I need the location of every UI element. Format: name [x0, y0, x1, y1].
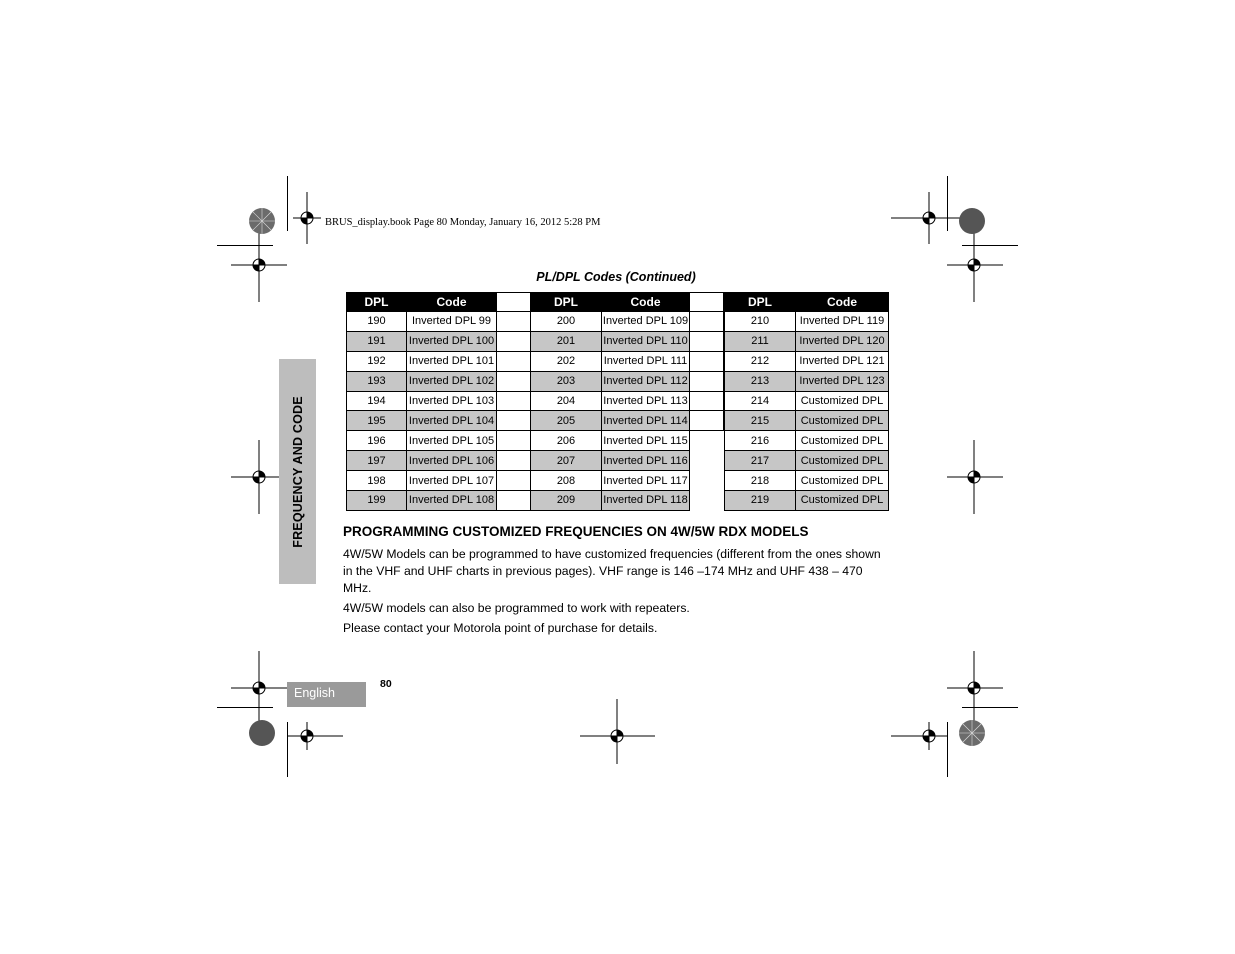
page-number: 80: [380, 678, 392, 690]
header-code: Code: [602, 293, 690, 312]
spacer-cell: [690, 491, 724, 511]
dpl-cell: 211: [725, 331, 796, 351]
dpl-cell: 219: [725, 491, 796, 511]
header-dpl: DPL: [531, 293, 602, 312]
side-tab: [279, 359, 316, 584]
dpl-cell: 208: [531, 471, 602, 491]
code-cell: Inverted DPL 118: [602, 491, 690, 511]
header-dpl: DPL: [347, 293, 407, 312]
table-row: [347, 391, 531, 411]
dpl-cell: 212: [725, 351, 796, 371]
code-cell: Customized DPL: [796, 471, 889, 491]
spacer-cell: [497, 391, 531, 411]
table-row: [531, 331, 724, 351]
dpl-cell: 193: [347, 371, 407, 391]
code-cell: Customized DPL: [796, 451, 889, 471]
table-row: [531, 351, 724, 371]
code-cell: Inverted DPL 105: [407, 431, 497, 451]
table-row: [725, 431, 889, 451]
dpl-cell: 216: [725, 431, 796, 451]
code-cell: Inverted DPL 103: [407, 391, 497, 411]
spacer-cell: [497, 293, 531, 312]
dpl-cell: 199: [347, 491, 407, 511]
spacer-cell: [497, 491, 531, 511]
spacer-cell: [690, 293, 724, 312]
print-header: BRUS_display.book Page 80 Monday, January 16, 2012 5:28 PM: [325, 217, 601, 228]
dpl-cell: 217: [725, 451, 796, 471]
spacer-cell: [497, 471, 531, 491]
header-code: Code: [796, 293, 889, 312]
dpl-table-2: [530, 292, 724, 511]
table-row: [347, 411, 531, 431]
spacer-cell: [497, 351, 531, 371]
dpl-cell: 195: [347, 411, 407, 431]
spacer-cell: [497, 312, 531, 332]
table-row: [347, 491, 531, 511]
spacer-cell: [497, 331, 531, 351]
spacer-cell: [690, 451, 724, 471]
dpl-cell: 201: [531, 331, 602, 351]
spacer-cell: [690, 331, 724, 351]
table-row: [725, 371, 889, 391]
code-cell: Inverted DPL 108: [407, 491, 497, 511]
section-title: PROGRAMMING CUSTOMIZED FREQUENCIES ON 4W/5W RDX MODELS: [343, 524, 809, 539]
code-cell: Inverted DPL 100: [407, 331, 497, 351]
code-cell: Inverted DPL 101: [407, 351, 497, 371]
code-cell: Inverted DPL 102: [407, 371, 497, 391]
dpl-cell: 197: [347, 451, 407, 471]
paragraph: Please contact your Motorola point of purchase for details.: [343, 621, 658, 635]
spacer-cell: [497, 411, 531, 431]
dpl-cell: 213: [725, 371, 796, 391]
header-dpl: DPL: [725, 293, 796, 312]
dpl-cell: 192: [347, 351, 407, 371]
code-cell: Inverted DPL 120: [796, 331, 889, 351]
spacer-cell: [690, 391, 724, 411]
language-tab: [287, 682, 366, 707]
dpl-cell: 200: [531, 312, 602, 332]
table-row: [725, 331, 889, 351]
table-row: [347, 351, 531, 371]
code-cell: Customized DPL: [796, 431, 889, 451]
table-row: [531, 411, 724, 431]
language-label: English: [294, 686, 335, 700]
code-cell: Inverted DPL 123: [796, 371, 889, 391]
table-row: [347, 371, 531, 391]
code-cell: Customized DPL: [796, 491, 889, 511]
dpl-cell: 196: [347, 431, 407, 451]
code-cell: Inverted DPL 113: [602, 391, 690, 411]
dpl-cell: 198: [347, 471, 407, 491]
dpl-cell: 203: [531, 371, 602, 391]
table-row: [725, 491, 889, 511]
dpl-cell: 210: [725, 312, 796, 332]
spacer-cell: [690, 411, 724, 431]
code-cell: Inverted DPL 112: [602, 371, 690, 391]
spacer-cell: [497, 451, 531, 471]
code-cell: Customized DPL: [796, 391, 889, 411]
code-cell: Inverted DPL 104: [407, 411, 497, 431]
code-cell: Inverted DPL 110: [602, 331, 690, 351]
spacer-cell: [690, 351, 724, 371]
table-caption: PL/DPL Codes (Continued): [536, 270, 696, 284]
dpl-cell: 204: [531, 391, 602, 411]
spacer-cell: [497, 431, 531, 451]
table-row: [725, 471, 889, 491]
table-row: [347, 431, 531, 451]
dpl-cell: 190: [347, 312, 407, 332]
table-row: [531, 451, 724, 471]
table-row: [531, 312, 724, 332]
table-row: [531, 391, 724, 411]
table-row: [531, 471, 724, 491]
spacer-cell: [690, 431, 724, 451]
table-row: [725, 351, 889, 371]
header-code: Code: [407, 293, 497, 312]
table-row: [347, 471, 531, 491]
dpl-table-1: [346, 292, 531, 511]
spacer-cell: [690, 471, 724, 491]
table-row: [347, 331, 531, 351]
dpl-cell: 191: [347, 331, 407, 351]
table-row: [725, 312, 889, 332]
side-tab-label: FREQUENCY AND CODE: [290, 395, 305, 548]
code-cell: Inverted DPL 121: [796, 351, 889, 371]
dpl-cell: 218: [725, 471, 796, 491]
table-row: [531, 431, 724, 451]
dpl-cell: 202: [531, 351, 602, 371]
code-cell: Inverted DPL 114: [602, 411, 690, 431]
code-cell: Inverted DPL 106: [407, 451, 497, 471]
code-cell: Inverted DPL 117: [602, 471, 690, 491]
table-row: [347, 451, 531, 471]
code-cell: Inverted DPL 99: [407, 312, 497, 332]
spacer-cell: [497, 371, 531, 391]
spacer-cell: [690, 312, 724, 332]
code-cell: Inverted DPL 119: [796, 312, 889, 332]
table-row: [531, 371, 724, 391]
code-cell: Inverted DPL 116: [602, 451, 690, 471]
spacer-cell: [690, 371, 724, 391]
table-row: [725, 411, 889, 431]
paragraph: 4W/5W models can also be programmed to work with repeaters.: [343, 601, 690, 615]
dpl-table-3: [724, 292, 889, 511]
dpl-cell: 209: [531, 491, 602, 511]
dpl-cell: 194: [347, 391, 407, 411]
paragraph: 4W/5W Models can be programmed to have customized frequencies (different from the ones shown in the VHF and UHF charts in previous pages). VHF range is 146 –174 MHz and UHF 438 – 470 MHz.: [343, 547, 881, 595]
dpl-cell: 205: [531, 411, 602, 431]
table-row: [531, 491, 724, 511]
code-cell: Customized DPL: [796, 411, 889, 431]
dpl-cell: 207: [531, 451, 602, 471]
dpl-cell: 206: [531, 431, 602, 451]
table-row: [725, 391, 889, 411]
code-cell: Inverted DPL 111: [602, 351, 690, 371]
dpl-cell: 214: [725, 391, 796, 411]
table-row: [347, 312, 531, 332]
code-cell: Inverted DPL 107: [407, 471, 497, 491]
table-row: [725, 451, 889, 471]
code-cell: Inverted DPL 115: [602, 431, 690, 451]
code-cell: Inverted DPL 109: [602, 312, 690, 332]
dpl-cell: 215: [725, 411, 796, 431]
